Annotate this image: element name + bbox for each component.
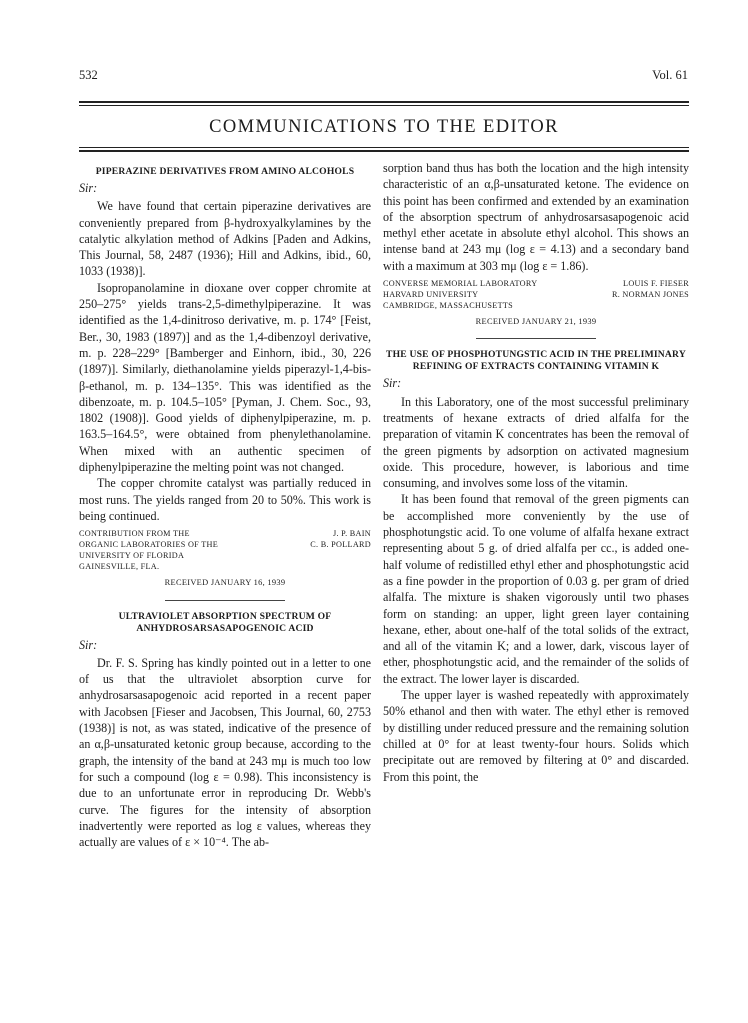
paragraph-continued: sorption band thus has both the location and the high intensity characteristic of an α,β-unsaturated ketone. The evidence on this point has been confirmed and extended by an examination of the absorption spectrum of anhydrosarsasapogenoic acid methyl ether acetate in absolute ethyl alcohol. This shows an intense band at 243 mμ (log ε = 4.13) and a secondary band with a maximum at 303 mμ (log ε = 1.86). bbox=[383, 161, 689, 273]
paragraph: In this Laboratory, one of the most successful preliminary treatments of hexane extracts of dried alfalfa for the preparation of vitamin K concentrates has been the removal of the green pigments by adsorption on activated magnesium oxide. This procedure, however, is laborious and time consuming, and involves some loss of the vitamin. bbox=[383, 394, 689, 491]
affiliation: CONVERSE MEMORIAL LABORATORY HARVARD UNIVERSITY CAMBRIDGE, MASSACHUSETTS bbox=[383, 279, 538, 311]
article-title: PIPERAZINE DERIVATIVES FROM AMINO ALCOHOLS bbox=[95, 166, 355, 177]
authors: LOUIS F. FIESER R. NORMAN JONES bbox=[611, 279, 689, 300]
section-rule-thick bbox=[79, 150, 689, 152]
paragraph: The copper chromite catalyst was partially reduced in most runs. The yields ranged from 20 to 50%. This work is being continued. bbox=[79, 476, 371, 523]
paragraph: It has been found that removal of the green pigments can be accomplished more conveniently by the use of phosphotungstic acid. To one volume of alfalfa hexane extract representing about 5 g. of dried alfalfa per cc., is added one-half volume of redistilled ethyl ether and phosphotungstic acid as a fine powder in the proportion of 0.03 g. per gram of dried alfalfa. The mixture is shaken vigorously until two phases form on standing: an upper, light green layer containing hexane, ether, about one-half of the total solids of the extract, and all of the vitamin K; and a lower, dark, viscous layer of ether, phosphotungstic acid, and the remainder of the solids of the extract. The lower layer is discarded. bbox=[383, 492, 689, 686]
top-rule-thin bbox=[79, 105, 689, 106]
article-title: ULTRAVIOLET ABSORPTION SPECTRUM OF ANHYDROSARSASAPOGENOIC ACID bbox=[118, 610, 332, 634]
article-phosphotungstic bbox=[383, 349, 689, 784]
top-rule bbox=[79, 101, 689, 103]
volume-label: Vol. 61 bbox=[652, 68, 688, 82]
salutation: Sir: bbox=[79, 637, 98, 652]
article-ultraviolet-continued bbox=[383, 160, 689, 330]
article-title: THE USE OF PHOSPHOTUNGSTIC ACID IN THE PRELIMINARY REFINING OF EXTRACTS CONTAINING VITAMIN K bbox=[386, 349, 686, 373]
signature-block bbox=[383, 278, 689, 311]
received-date: RECEIVED JANUARY 16, 1939 bbox=[164, 578, 286, 588]
article-piperazine bbox=[79, 166, 371, 592]
authors: J. P. BAIN C. B. POLLARD bbox=[310, 529, 371, 550]
right-column bbox=[383, 160, 689, 785]
paragraph: Dr. F. S. Spring has kindly pointed out in a letter to one of us that the ultraviolet absorption curve for anhydrosarsasapogenoic acid reported in a recent paper with Jacobsen [Fieser and Jacobsen, This Journal, 60, 2753 (1938)] is not, as was stated, indicative of the presence of an α,β-unsaturated ketonic group because, according to the graph, the intensity of the band at 243 mμ is much too low for such a compound (log ε = 0.98). This inconsistency is due to an unfortunate error in reproducing Dr. Webb's curve. The figures for the intensity of absorption inadvertently were reported as log ε values, whereas they actually are values of ε × 10⁻⁴. The ab- bbox=[79, 655, 371, 850]
signature-block bbox=[79, 528, 371, 572]
section-title: COMMUNICATIONS TO THE EDITOR bbox=[209, 117, 559, 137]
paragraph: Isopropanolamine in dioxane over copper chromite at 250–275° yields trans-2,5-dimethylpiperazine. It was identified as the 1,4-dinitroso derivative, m. p. 174° [Feist, Ber., 30, 1983 (1897)] and as the 1,4-dibenzoyl derivative, m. p. 228–229° [Bamberger and Einhorn, ibid., 30, 226 (1897)]. Similarly, diethanolamine yields piperazyl-1,4-bis-β-ethanol, m. p. 134–135°. This was identified as the dibenzoate, m. p. 104.5–105° [Pyman, J. Chem. Soc., 93, 1802 (1908)]. Good yields of diphenylpiperazine, m. p. 163.5–164.5°, were obtained from phenylethanolamine. When mixed with an authentic specimen of diphenylpiperazine the melting point was not changed. bbox=[79, 280, 371, 475]
page-number: 532 bbox=[79, 68, 98, 82]
paragraph: We have found that certain piperazine derivatives are conveniently prepared from β-hydroxyalkylamines by the catalytic alkylation method of Adkins [Paden and Adkins, This Journal, 58, 2487 (1936); Hill and Adkins, ibid., 60, 1033 (1938)]. bbox=[79, 199, 371, 279]
section-rule bbox=[79, 147, 689, 148]
article-ultraviolet bbox=[79, 611, 371, 851]
article-divider bbox=[476, 338, 596, 339]
salutation: Sir: bbox=[79, 181, 98, 195]
salutation: Sir: bbox=[383, 376, 402, 391]
received-date: RECEIVED JANUARY 21, 1939 bbox=[475, 317, 597, 327]
left-column bbox=[79, 160, 371, 850]
article-divider bbox=[165, 600, 285, 601]
paragraph: The upper layer is washed repeatedly with approximately 50% ethanol and then with water. The ethyl ether is removed by distilling under reduced pressure and the remaining solution chilled at 0° for at least twenty-four hours. Solids which precipitate out are removed by filtering at 0° and discarded. From this point, the bbox=[383, 688, 689, 784]
affiliation: CONTRIBUTION FROM THE ORGANIC LABORATORIES OF THE UNIVERSITY OF FLORIDA GAINESVILLE, FLA. bbox=[79, 529, 219, 572]
